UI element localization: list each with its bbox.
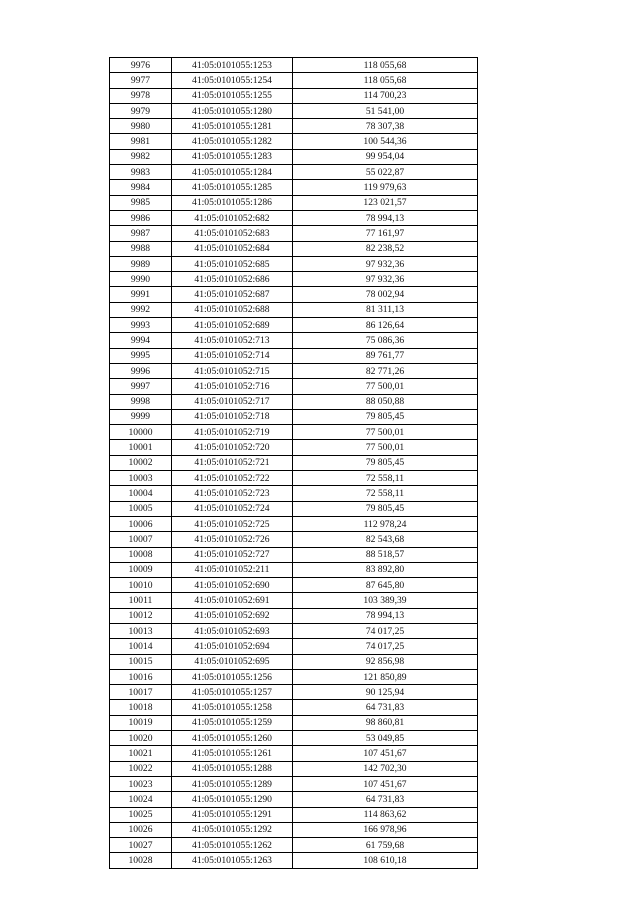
table-row <box>110 333 478 348</box>
row-number-cell: 9992 <box>110 302 172 317</box>
cadastral-number-cell: 41:05:0101052:695 <box>172 654 293 669</box>
value-cell: 81 311,13 <box>293 302 478 317</box>
cadastral-number-cell: 41:05:0101055:1263 <box>172 853 293 868</box>
table-row <box>110 394 478 409</box>
row-number-cell: 10016 <box>110 669 172 684</box>
row-number-cell: 10015 <box>110 654 172 669</box>
cadastral-number-cell: 41:05:0101052:683 <box>172 226 293 241</box>
table-row <box>110 669 478 684</box>
cadastral-number-cell: 41:05:0101055:1254 <box>172 73 293 88</box>
cadastral-number-cell: 41:05:0101052:682 <box>172 210 293 225</box>
table-row <box>110 731 478 746</box>
cadastral-number-cell: 41:05:0101052:686 <box>172 272 293 287</box>
row-number-cell: 10024 <box>110 792 172 807</box>
row-number-cell: 10013 <box>110 623 172 638</box>
table-row <box>110 318 478 333</box>
cadastral-number-cell: 41:05:0101052:211 <box>172 562 293 577</box>
value-cell: 114 700,23 <box>293 88 478 103</box>
row-number-cell: 9985 <box>110 195 172 210</box>
table-row <box>110 516 478 531</box>
cadastral-number-cell: 41:05:0101052:693 <box>172 623 293 638</box>
value-cell: 78 994,13 <box>293 608 478 623</box>
value-cell: 64 731,83 <box>293 700 478 715</box>
cadastral-number-cell: 41:05:0101052:718 <box>172 409 293 424</box>
cadastral-number-cell: 41:05:0101052:692 <box>172 608 293 623</box>
value-cell: 107 451,67 <box>293 776 478 791</box>
value-cell: 72 558,11 <box>293 486 478 501</box>
row-number-cell: 9978 <box>110 88 172 103</box>
value-cell: 74 017,25 <box>293 639 478 654</box>
table-row <box>110 807 478 822</box>
row-number-cell: 9989 <box>110 256 172 271</box>
cadastral-number-cell: 41:05:0101055:1256 <box>172 669 293 684</box>
cadastral-number-cell: 41:05:0101055:1262 <box>172 838 293 853</box>
row-number-cell: 10026 <box>110 822 172 837</box>
value-cell: 78 994,13 <box>293 210 478 225</box>
cadastral-number-cell: 41:05:0101052:694 <box>172 639 293 654</box>
value-cell: 112 978,24 <box>293 516 478 531</box>
cadastral-number-cell: 41:05:0101055:1261 <box>172 746 293 761</box>
value-cell: 86 126,64 <box>293 318 478 333</box>
row-number-cell: 9994 <box>110 333 172 348</box>
cadastral-number-cell: 41:05:0101055:1288 <box>172 761 293 776</box>
cadastral-number-cell: 41:05:0101052:726 <box>172 532 293 547</box>
table-row <box>110 165 478 180</box>
row-number-cell: 9998 <box>110 394 172 409</box>
table-row <box>110 272 478 287</box>
value-cell: 90 125,94 <box>293 685 478 700</box>
row-number-cell: 10027 <box>110 838 172 853</box>
table-row <box>110 501 478 516</box>
value-cell: 78 002,94 <box>293 287 478 302</box>
row-number-cell: 9979 <box>110 103 172 118</box>
table-row <box>110 685 478 700</box>
cadastral-number-cell: 41:05:0101052:722 <box>172 471 293 486</box>
table-row <box>110 73 478 88</box>
table-row <box>110 440 478 455</box>
table-row <box>110 226 478 241</box>
row-number-cell: 9991 <box>110 287 172 302</box>
row-number-cell: 9976 <box>110 58 172 73</box>
table-row <box>110 776 478 791</box>
cadastral-number-cell: 41:05:0101055:1284 <box>172 165 293 180</box>
row-number-cell: 10004 <box>110 486 172 501</box>
table-row <box>110 792 478 807</box>
row-number-cell: 9999 <box>110 409 172 424</box>
value-cell: 83 892,80 <box>293 562 478 577</box>
cadastral-number-cell: 41:05:0101055:1255 <box>172 88 293 103</box>
value-cell: 79 805,45 <box>293 501 478 516</box>
table-row <box>110 822 478 837</box>
value-cell: 77 500,01 <box>293 379 478 394</box>
row-number-cell: 10021 <box>110 746 172 761</box>
table-row <box>110 103 478 118</box>
cadastral-number-cell: 41:05:0101055:1281 <box>172 119 293 134</box>
row-number-cell: 10018 <box>110 700 172 715</box>
cadastral-number-cell: 41:05:0101052:713 <box>172 333 293 348</box>
table-row <box>110 578 478 593</box>
table-row <box>110 761 478 776</box>
cadastral-number-cell: 41:05:0101055:1291 <box>172 807 293 822</box>
cadastral-number-cell: 41:05:0101055:1289 <box>172 776 293 791</box>
value-cell: 82 771,26 <box>293 363 478 378</box>
table-row <box>110 210 478 225</box>
table-row <box>110 149 478 164</box>
row-number-cell: 10005 <box>110 501 172 516</box>
cadastral-number-cell: 41:05:0101052:691 <box>172 593 293 608</box>
cadastral-number-cell: 41:05:0101052:717 <box>172 394 293 409</box>
cadastral-number-cell: 41:05:0101052:690 <box>172 578 293 593</box>
row-number-cell: 9982 <box>110 149 172 164</box>
cadastral-number-cell: 41:05:0101052:721 <box>172 455 293 470</box>
table-row <box>110 134 478 149</box>
row-number-cell: 9997 <box>110 379 172 394</box>
row-number-cell: 9977 <box>110 73 172 88</box>
cadastral-number-cell: 41:05:0101052:727 <box>172 547 293 562</box>
cadastral-number-cell: 41:05:0101055:1292 <box>172 822 293 837</box>
cadastral-number-cell: 41:05:0101052:684 <box>172 241 293 256</box>
row-number-cell: 10009 <box>110 562 172 577</box>
value-cell: 87 645,80 <box>293 578 478 593</box>
cadastral-number-cell: 41:05:0101052:688 <box>172 302 293 317</box>
table-row <box>110 547 478 562</box>
row-number-cell: 10022 <box>110 761 172 776</box>
cadastral-number-cell: 41:05:0101055:1280 <box>172 103 293 118</box>
cadastral-number-cell: 41:05:0101055:1290 <box>172 792 293 807</box>
row-number-cell: 10003 <box>110 471 172 486</box>
cadastral-number-cell: 41:05:0101052:685 <box>172 256 293 271</box>
table-row <box>110 58 478 73</box>
table-row <box>110 746 478 761</box>
value-cell: 64 731,83 <box>293 792 478 807</box>
value-cell: 98 860,81 <box>293 715 478 730</box>
table-row <box>110 119 478 134</box>
cadastral-number-cell: 41:05:0101055:1253 <box>172 58 293 73</box>
row-number-cell: 10002 <box>110 455 172 470</box>
value-cell: 118 055,68 <box>293 73 478 88</box>
value-cell: 53 049,85 <box>293 731 478 746</box>
value-cell: 79 805,45 <box>293 409 478 424</box>
value-cell: 89 761,77 <box>293 348 478 363</box>
value-cell: 55 022,87 <box>293 165 478 180</box>
value-cell: 61 759,68 <box>293 838 478 853</box>
cadastral-number-cell: 41:05:0101052:724 <box>172 501 293 516</box>
cadastral-number-cell: 41:05:0101055:1286 <box>172 195 293 210</box>
table-row <box>110 654 478 669</box>
table-row <box>110 409 478 424</box>
value-cell: 99 954,04 <box>293 149 478 164</box>
value-cell: 82 238,52 <box>293 241 478 256</box>
value-cell: 97 932,36 <box>293 272 478 287</box>
row-number-cell: 10006 <box>110 516 172 531</box>
table-row <box>110 241 478 256</box>
table-row <box>110 379 478 394</box>
value-cell: 77 500,01 <box>293 425 478 440</box>
value-cell: 88 518,57 <box>293 547 478 562</box>
row-number-cell: 9987 <box>110 226 172 241</box>
cadastral-number-cell: 41:05:0101055:1260 <box>172 731 293 746</box>
value-cell: 108 610,18 <box>293 853 478 868</box>
value-cell: 107 451,67 <box>293 746 478 761</box>
table-row <box>110 363 478 378</box>
table-row <box>110 853 478 868</box>
value-cell: 79 805,45 <box>293 455 478 470</box>
table-row <box>110 608 478 623</box>
row-number-cell: 9995 <box>110 348 172 363</box>
row-number-cell: 9990 <box>110 272 172 287</box>
value-cell: 118 055,68 <box>293 58 478 73</box>
row-number-cell: 10000 <box>110 425 172 440</box>
cadastral-number-cell: 41:05:0101055:1257 <box>172 685 293 700</box>
row-number-cell: 9980 <box>110 119 172 134</box>
value-cell: 77 161,97 <box>293 226 478 241</box>
row-number-cell: 9981 <box>110 134 172 149</box>
row-number-cell: 10028 <box>110 853 172 868</box>
table-row <box>110 471 478 486</box>
row-number-cell: 10011 <box>110 593 172 608</box>
row-number-cell: 10014 <box>110 639 172 654</box>
table-row <box>110 700 478 715</box>
row-number-cell: 9984 <box>110 180 172 195</box>
cadastral-number-cell: 41:05:0101052:715 <box>172 363 293 378</box>
value-cell: 88 050,88 <box>293 394 478 409</box>
table-row <box>110 348 478 363</box>
table-row <box>110 455 478 470</box>
value-cell: 75 086,36 <box>293 333 478 348</box>
cadastral-number-cell: 41:05:0101052:719 <box>172 425 293 440</box>
table-row <box>110 532 478 547</box>
table-row <box>110 195 478 210</box>
value-cell: 119 979,63 <box>293 180 478 195</box>
cadastral-number-cell: 41:05:0101052:687 <box>172 287 293 302</box>
table-row <box>110 88 478 103</box>
row-number-cell: 10020 <box>110 731 172 746</box>
table-row <box>110 486 478 501</box>
table-row <box>110 639 478 654</box>
row-number-cell: 10008 <box>110 547 172 562</box>
cadastral-number-cell: 41:05:0101052:716 <box>172 379 293 394</box>
table-row <box>110 302 478 317</box>
table-row <box>110 180 478 195</box>
cadastral-number-cell: 41:05:0101052:714 <box>172 348 293 363</box>
cadastral-number-cell: 41:05:0101055:1285 <box>172 180 293 195</box>
row-number-cell: 10017 <box>110 685 172 700</box>
row-number-cell: 10012 <box>110 608 172 623</box>
table-row <box>110 425 478 440</box>
row-number-cell: 9988 <box>110 241 172 256</box>
row-number-cell: 9983 <box>110 165 172 180</box>
row-number-cell: 10007 <box>110 532 172 547</box>
row-number-cell: 10023 <box>110 776 172 791</box>
value-cell: 121 850,89 <box>293 669 478 684</box>
cadastral-number-cell: 41:05:0101055:1283 <box>172 149 293 164</box>
row-number-cell: 10025 <box>110 807 172 822</box>
value-cell: 72 558,11 <box>293 471 478 486</box>
row-number-cell: 9996 <box>110 363 172 378</box>
table-body <box>110 58 478 869</box>
value-cell: 166 978,96 <box>293 822 478 837</box>
table-row <box>110 256 478 271</box>
value-cell: 74 017,25 <box>293 623 478 638</box>
row-number-cell: 10019 <box>110 715 172 730</box>
table-row <box>110 562 478 577</box>
cadastral-value-table <box>109 57 478 869</box>
value-cell: 142 702,30 <box>293 761 478 776</box>
cadastral-number-cell: 41:05:0101052:723 <box>172 486 293 501</box>
row-number-cell: 10010 <box>110 578 172 593</box>
cadastral-number-cell: 41:05:0101052:720 <box>172 440 293 455</box>
cadastral-number-cell: 41:05:0101055:1259 <box>172 715 293 730</box>
table-row <box>110 287 478 302</box>
table-row <box>110 715 478 730</box>
row-number-cell: 9993 <box>110 318 172 333</box>
value-cell: 77 500,01 <box>293 440 478 455</box>
cadastral-number-cell: 41:05:0101055:1282 <box>172 134 293 149</box>
cadastral-number-cell: 41:05:0101052:725 <box>172 516 293 531</box>
value-cell: 51 541,00 <box>293 103 478 118</box>
row-number-cell: 9986 <box>110 210 172 225</box>
cadastral-number-cell: 41:05:0101055:1258 <box>172 700 293 715</box>
value-cell: 92 856,98 <box>293 654 478 669</box>
row-number-cell: 10001 <box>110 440 172 455</box>
value-cell: 100 544,36 <box>293 134 478 149</box>
table-row <box>110 838 478 853</box>
value-cell: 97 932,36 <box>293 256 478 271</box>
table-row <box>110 623 478 638</box>
value-cell: 114 863,62 <box>293 807 478 822</box>
cadastral-number-cell: 41:05:0101052:689 <box>172 318 293 333</box>
table-row <box>110 593 478 608</box>
value-cell: 78 307,38 <box>293 119 478 134</box>
value-cell: 82 543,68 <box>293 532 478 547</box>
value-cell: 103 389,39 <box>293 593 478 608</box>
value-cell: 123 021,57 <box>293 195 478 210</box>
